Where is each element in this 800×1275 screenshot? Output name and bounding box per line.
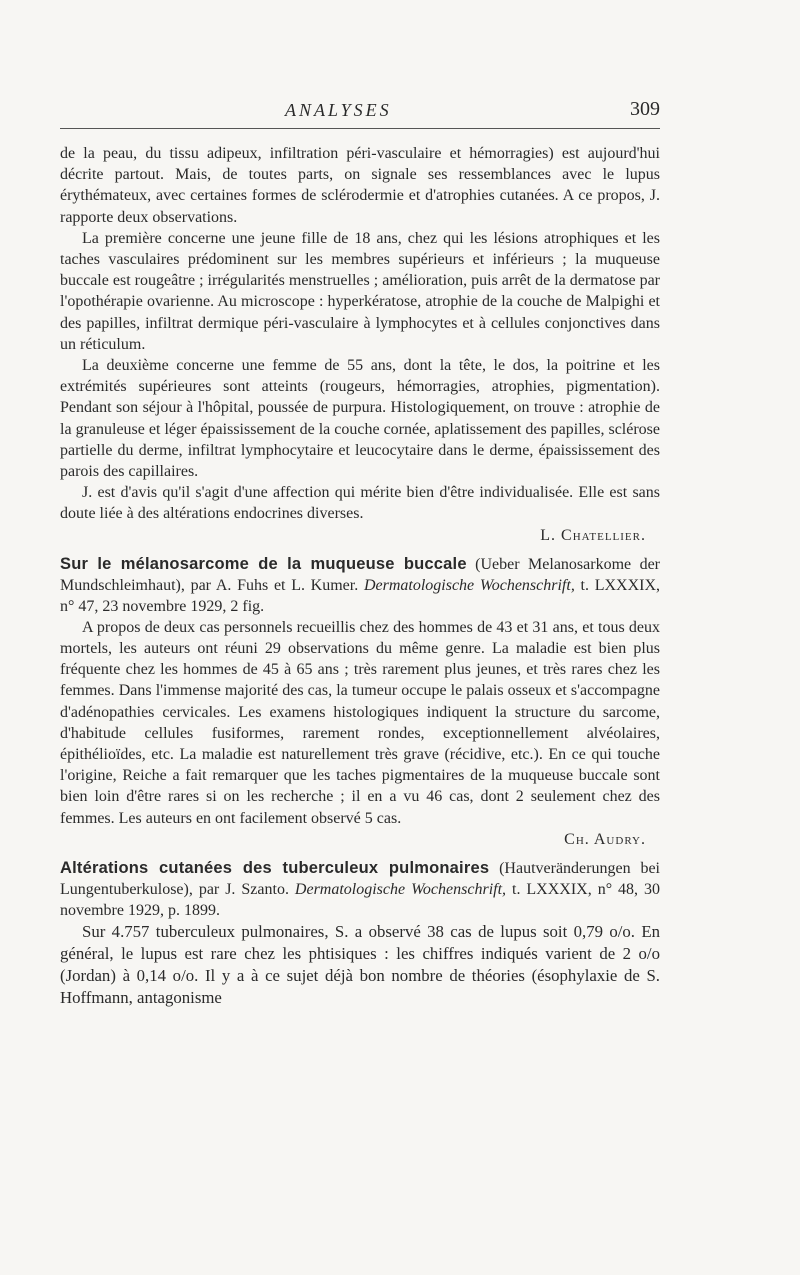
article2-title: Sur le mélanosarcome de la muqueuse buccale (60, 554, 467, 573)
article3-title: Altérations cutanées des tuberculeux pulmonaires (60, 859, 490, 878)
article2-journal: Dermatologische Wochenschrift, (363, 576, 575, 594)
article1-signature: L. Chatellier. (540, 526, 646, 544)
article2-signature: Ch. Audry. (564, 830, 646, 848)
page-number: 309 (630, 98, 660, 120)
article1-paragraph-1: de la peau, du tissu adipeux, infiltration péri-vasculaire et hémorragies) est aujourd'hui décrite partout. Mais, de toutes parts, on signale ses ressemblances avec le lupus érythémateux, avec certaines formes de sclérodermie et d'atrophies cutanées. A ce propos, J. rapporte deux observations. (60, 145, 660, 226)
article3-paragraph: Sur 4.757 tuberculeux pulmonaires, S. a observé 38 cas de lupus soit 0,79 o/o. En général, le lupus est rare chez les phtisiques : les chiffres indiqués varient de 2 o/o (Jordan) à 0,14 o/o. Il y a à ce sujet déjà bon nombre de théories (ésophylaxie de S. Hoffmann, antagonisme (60, 922, 660, 1008)
article2-heading (60, 554, 660, 617)
article3-heading (60, 858, 660, 921)
article2-issue: t. LXXXIX, n° 47, 23 novembre 1929, 2 fig. (60, 576, 661, 615)
article3-journal: Dermatologische Wochenschrift, (294, 881, 507, 899)
body-text (60, 143, 660, 1009)
running-title: ANALYSES (285, 100, 392, 120)
page-header (60, 98, 660, 129)
article3-issue: t. LXXXIX, n° 48, 30 novembre 1929, p. 1899. (60, 881, 661, 920)
article3-citation: (Hautveränderungen bei Lungentuberkulose), par J. Szanto. (60, 860, 660, 899)
article1-paragraph-2: La première concerne une jeune fille de 18 ans, chez qui les lésions atrophiques et les taches vasculaires prédominent sur les membres supérieurs et inférieurs ; la muqueuse buccale est rougeâtre ; irrégularités menstruelles ; amélioration, puis arrêt de la dermatose par l'opothérapie ovarienne. Au microscope : hyperkératose, atrophie de la couche de Malpighi et des papilles, infiltrat dermique péri-vasculaire à lymphocytes et à cellules conjonctives dans un réticulum. (60, 229, 660, 353)
article2-citation: (Ueber Melanosarkome der Mundschleimhaut), par A. Fuhs et L. Kumer. (60, 555, 660, 594)
article2-paragraph: A propos de deux cas personnels recueillis chez des hommes de 43 et 31 ans, et tous deux mortels, les auteurs ont réuni 29 observations du même genre. La maladie est bien plus fréquente chez les hommes de 45 à 65 ans ; très rarement plus jeunes, et très rares chez les femmes. Dans l'immense majorité des cas, la tumeur occupe le palais osseux et s'accompagne d'adénopathies cervicales. Les examens histologiques indiquent la structure du sarcome, d'habitude cellules fusiformes, rarement rondes, exceptionnellement alvéolaires, épithélioïdes, etc. La maladie est naturellement très grave (récidive, etc.). En ce qui touche l'origine, Reiche a fait remarquer que les taches pigmentaires de la muqueuse buccale sont bien loin d'être rares si on les recherche ; il en a vu 46 cas, dont 2 seulement chez des femmes. Les auteurs en ont facilement observé 5 cas. (60, 618, 660, 827)
article1-paragraph-4: J. est d'avis qu'il s'agit d'une affection qui mérite bien d'être individualisée. Elle est sans doute liée à des altérations endocrines diverses. (60, 484, 660, 523)
article1-paragraph-3: La deuxième concerne une femme de 55 ans, dont la tête, le dos, la poitrine et les extrémités supérieures sont atteints (rougeurs, hémorragies, atrophies, pigmentation). Pendant son séjour à l'hôpital, poussée de purpura. Histologiquement, on trouve : atrophie de la granuleuse et léger épaississement de la couche cornée, aplatissement des papilles, sclérose partielle du derme, infiltrat lymphocytaire et leucocytaire dans le derme, épaississement des parois des capillaires. (60, 357, 660, 481)
